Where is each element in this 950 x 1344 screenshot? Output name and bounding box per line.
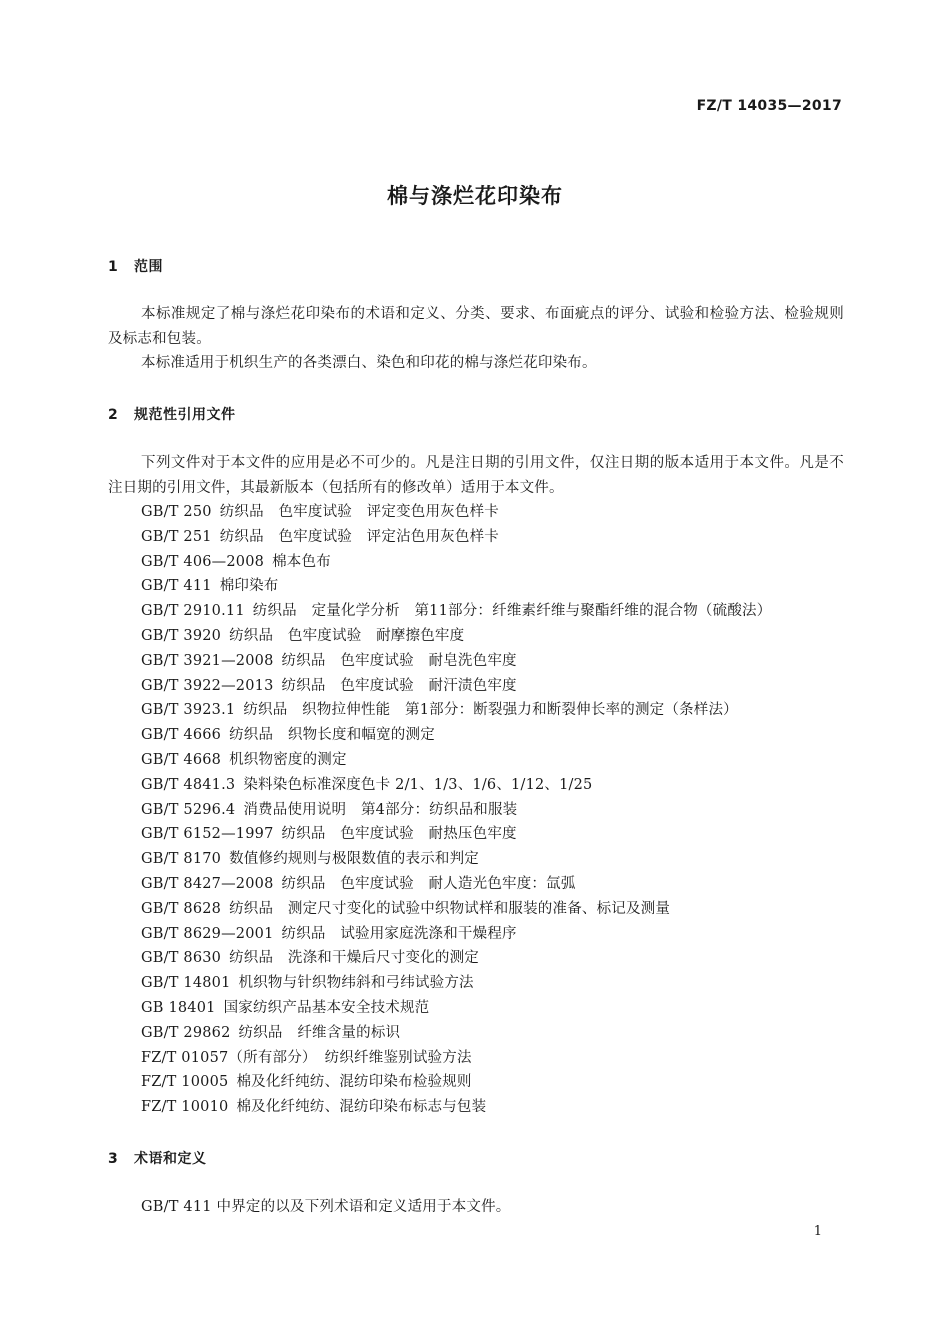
section-heading-normative <box>108 404 236 424</box>
reference-item <box>141 798 771 823</box>
reference-code: GB/T 29862 <box>141 1024 231 1041</box>
reference-title: 纺织品 试验用家庭洗涤和干燥程序 <box>281 925 517 942</box>
reference-item <box>141 1095 771 1120</box>
reference-title: 机织物与针织物纬斜和弓纬试验方法 <box>238 975 474 992</box>
reference-title: 纺织品 测定尺寸变化的试验中织物试样和服装的准备、标记及测量 <box>229 900 671 917</box>
reference-code: GB/T 2910.11 <box>141 603 245 620</box>
reference-item <box>141 971 771 996</box>
reference-code: GB/T 4841.3 <box>141 776 236 793</box>
section-title: 范围 <box>134 259 163 275</box>
reference-item <box>141 674 771 699</box>
reference-code: FZ/T 01057（所有部分） <box>141 1049 317 1066</box>
reference-code: GB/T 4668 <box>141 751 222 768</box>
reference-code: GB 18401 <box>141 999 216 1016</box>
reference-code: GB/T 8628 <box>141 900 222 917</box>
reference-title: 数值修约规则与极限数值的表示和判定 <box>229 851 480 868</box>
reference-item <box>141 698 771 723</box>
reference-item <box>141 996 771 1021</box>
reference-item <box>141 773 771 798</box>
reference-item <box>141 748 771 773</box>
reference-title: 消费品使用说明 第4部分：纺织品和服装 <box>243 801 518 818</box>
section-number: 2 <box>108 407 119 423</box>
reference-code: GB/T 4666 <box>141 727 222 744</box>
reference-title: 染料染色标准深度色卡 2/1、1/3、1/6、1/12、1/25 <box>243 776 593 793</box>
reference-code: GB/T 411 <box>141 578 212 595</box>
page-number: 1 <box>813 1224 822 1239</box>
reference-title: 国家纺织产品基本安全技术规范 <box>223 999 430 1016</box>
reference-item <box>141 946 771 971</box>
reference-item <box>141 599 771 624</box>
reference-title: 纺织品 定量化学分析 第11部分：纤维素纤维与聚酯纤维的混合物（硫酸法） <box>252 603 772 620</box>
reference-item <box>141 822 771 847</box>
reference-code: GB/T 8629—2001 <box>141 925 274 942</box>
reference-item <box>141 550 771 575</box>
reference-code: GB/T 8630 <box>141 950 222 967</box>
reference-code: GB/T 5296.4 <box>141 801 236 818</box>
reference-item <box>141 897 771 922</box>
reference-title: 棉及化纤纯纺、混纺印染布标志与包装 <box>236 1099 487 1116</box>
section-title: 术语和定义 <box>134 1151 207 1167</box>
section-title: 规范性引用文件 <box>134 407 236 423</box>
reference-title: 纺织品 织物长度和幅宽的测定 <box>229 727 435 744</box>
reference-code: FZ/T 10010 <box>141 1099 229 1116</box>
reference-code: GB/T 8170 <box>141 851 222 868</box>
reference-title: 纺织纤维鉴别试验方法 <box>324 1049 472 1066</box>
reference-item <box>141 574 771 599</box>
reference-title: 纺织品 色牢度试验 耐人造光色牢度：氙弧 <box>281 875 576 892</box>
reference-item <box>141 1070 771 1095</box>
reference-code: GB/T 8427—2008 <box>141 875 274 892</box>
reference-title: 纺织品 色牢度试验 耐皂洗色牢度 <box>281 652 517 669</box>
scope-paragraph-2: 本标准适用于机织生产的各类漂白、染色和印花的棉与涤烂花印染布。 <box>141 355 597 371</box>
reference-title: 纺织品 色牢度试验 评定变色用灰色样卡 <box>219 504 499 520</box>
reference-item <box>141 922 771 947</box>
reference-item <box>141 1046 771 1071</box>
reference-title: 纺织品 色牢度试验 耐摩擦色牢度 <box>229 627 465 644</box>
section-number: 1 <box>108 259 119 275</box>
normative-reference-list <box>141 500 771 1120</box>
reference-title: 棉及化纤纯纺、混纺印染布检验规则 <box>236 1074 472 1091</box>
reference-title: 棉本色布 <box>272 553 331 570</box>
reference-code: FZ/T 10005 <box>141 1074 229 1091</box>
reference-title: 纺织品 织物拉伸性能 第1部分：断裂强力和断裂伸长率的测定（条样法） <box>243 702 738 719</box>
section-heading-terms <box>108 1148 207 1168</box>
reference-title: 纺织品 色牢度试验 耐热压色牢度 <box>281 826 517 843</box>
reference-title: 纺织品 色牢度试验 评定沾色用灰色样卡 <box>219 528 499 545</box>
reference-item <box>141 525 771 550</box>
terms-paragraph: GB/T 411 中界定的以及下列术语和定义适用于本文件。 <box>141 1199 511 1215</box>
reference-item <box>141 649 771 674</box>
reference-item <box>141 624 771 649</box>
reference-code: GB/T 6152—1997 <box>141 826 274 843</box>
reference-code: GB/T 14801 <box>141 975 231 992</box>
reference-code: GB/T 406—2008 <box>141 553 265 570</box>
scope-paragraph-1: 本标准规定了棉与涤烂花印染布的术语和定义、分类、要求、布面疵点的评分、试验和检验方法、检验规则及标志和包装。 <box>108 306 844 347</box>
reference-code: GB/T 3920 <box>141 627 222 644</box>
reference-code: GB/T 3923.1 <box>141 702 236 719</box>
section-number: 3 <box>108 1151 119 1167</box>
reference-item <box>141 1021 771 1046</box>
reference-code: GB/T 3921—2008 <box>141 652 274 669</box>
reference-title: 纺织品 洗涤和干燥后尺寸变化的测定 <box>229 950 480 967</box>
reference-code: GB/T 3922—2013 <box>141 677 274 694</box>
reference-title: 机织物密度的测定 <box>229 751 347 768</box>
reference-item <box>141 872 771 897</box>
standard-code: FZ/T 14035—2017 <box>696 98 842 114</box>
reference-item <box>141 847 771 872</box>
reference-title: 纺织品 纤维含量的标识 <box>238 1024 401 1041</box>
reference-item <box>141 723 771 748</box>
document-title: 棉与涤烂花印染布 <box>387 184 563 208</box>
reference-code: GB/T 250 <box>141 504 212 520</box>
reference-code: GB/T 251 <box>141 528 212 545</box>
reference-item <box>141 500 771 525</box>
normative-intro: 下列文件对于本文件的应用是必不可少的。凡是注日期的引用文件，仅注日期的版本适用于本文件。凡是不注日期的引用文件，其最新版本（包括所有的修改单）适用于本文件。 <box>108 455 844 496</box>
reference-title: 纺织品 色牢度试验 耐汗渍色牢度 <box>281 677 517 694</box>
section-heading-scope <box>108 256 163 276</box>
reference-title: 棉印染布 <box>219 578 279 595</box>
